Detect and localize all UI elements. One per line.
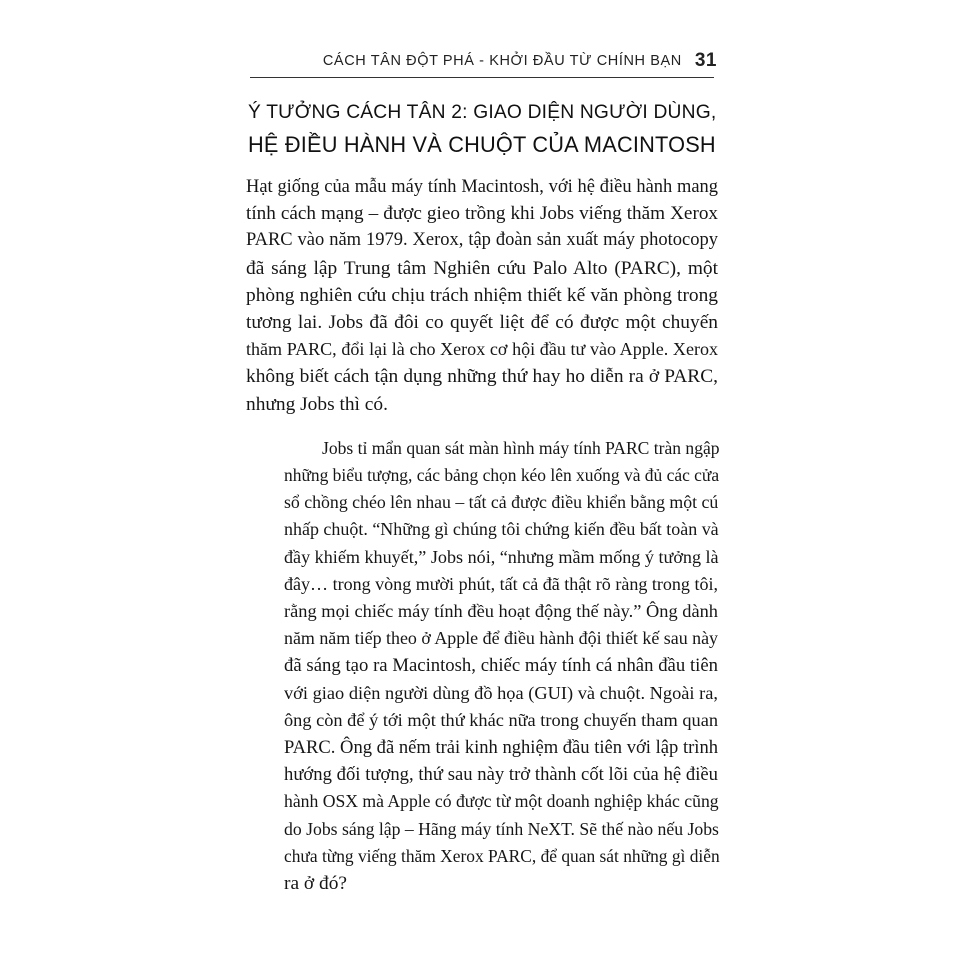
page-number: 31 [694, 50, 717, 71]
section-heading-line-1: Ý TƯỞNG CÁCH TÂN 2: GIAO DIỆN NGƯỜI DÙNG, [248, 102, 717, 123]
text-line: hành OSX mà Apple có được từ một doanh nghiệp khác cũng [284, 791, 719, 812]
text-line: với giao diện người dùng đồ họa (GUI) và chuột. Ngoài ra, [284, 682, 718, 703]
text-line: đầy khiếm khuyết,” Jobs nói, “nhưng mầm mống ý tưởng là [284, 546, 719, 567]
text-line: chưa từng viếng thăm Xerox PARC, để quan sát những gì diễn [284, 845, 720, 866]
text-line: nhấp chuột. “Những gì chúng tôi chứng kiến đều bất toàn và [284, 519, 719, 540]
running-head-title: CÁCH TÂN ĐỘT PHÁ - KHỞI ĐẦU TỪ CHÍNH BẠN [322, 53, 682, 69]
paragraph-2 [246, 435, 718, 897]
text-line: Jobs tỉ mẩn quan sát màn hình máy tính PARC tràn ngập [322, 437, 720, 458]
text-line: năm năm tiếp theo ở Apple để điều hành đội thiết kế sau này [284, 628, 719, 649]
paragraph-1 [246, 173, 718, 418]
text-line: đã sáng lập Trung tâm Nghiên cứu Palo Alto (PARC), một [246, 257, 718, 279]
section-heading-line-2: HỆ ĐIỀU HÀNH VÀ CHUỘT CỦA MACINTOSH [248, 132, 716, 157]
text-line: hướng đối tượng, thứ sau này trở thành cốt lõi của hệ điều [284, 764, 718, 786]
body-text [246, 173, 718, 897]
text-line: tương lai. Jobs đã đôi co quyết liệt để có được một chuyến [246, 312, 718, 334]
text-line: không biết cách tận dụng những thứ hay ho diễn ra ở PARC, [246, 366, 718, 388]
text-line: rằng mọi chiếc máy tính đều hoạt động thế này.” Ông dành [284, 601, 718, 622]
text-line: sổ chồng chéo lên nhau – tất cả được điều khiển bằng một cú [284, 492, 719, 513]
text-line: những biểu tượng, các bảng chọn kéo lên xuống và đủ các cửa [284, 465, 720, 486]
text-line: do Jobs sáng lập – Hãng máy tính NeXT. Sẽ thế nào nếu Jobs [284, 818, 719, 839]
running-head [322, 49, 717, 73]
text-line: PARC vào năm 1979. Xerox, tập đoàn sản xuất máy photocopy [246, 230, 718, 251]
text-line: phòng nghiên cứu chịu trách nhiệm thiết kế văn phòng trong [246, 284, 718, 306]
text-line: ông còn để ý tới một thứ khác nữa trong chuyến tham quan [284, 709, 718, 730]
text-line: ra ở đó? [284, 873, 348, 895]
text-line: đây… trong vòng mười phút, tất cả đã thật rõ ràng trong tôi, [284, 573, 718, 594]
header-rule [250, 77, 714, 78]
text-line: Hạt giống của mẫu máy tính Macintosh, với hệ điều hành mang [246, 176, 718, 196]
section-heading [248, 97, 718, 161]
text-line: nhưng Jobs thì có. [246, 393, 388, 415]
text-line: thăm PARC, đổi lại là cho Xerox cơ hội đầu tư vào Apple. Xerox [246, 339, 718, 360]
text-line: PARC. Ông đã nếm trải kinh nghiệm đầu tiên với lập trình [284, 737, 718, 759]
text-line: tính cách mạng – được gieo trồng khi Jobs viếng thăm Xerox [246, 203, 718, 225]
text-line: đã sáng tạo ra Macintosh, chiếc máy tính cá nhân đầu tiên [284, 655, 718, 677]
